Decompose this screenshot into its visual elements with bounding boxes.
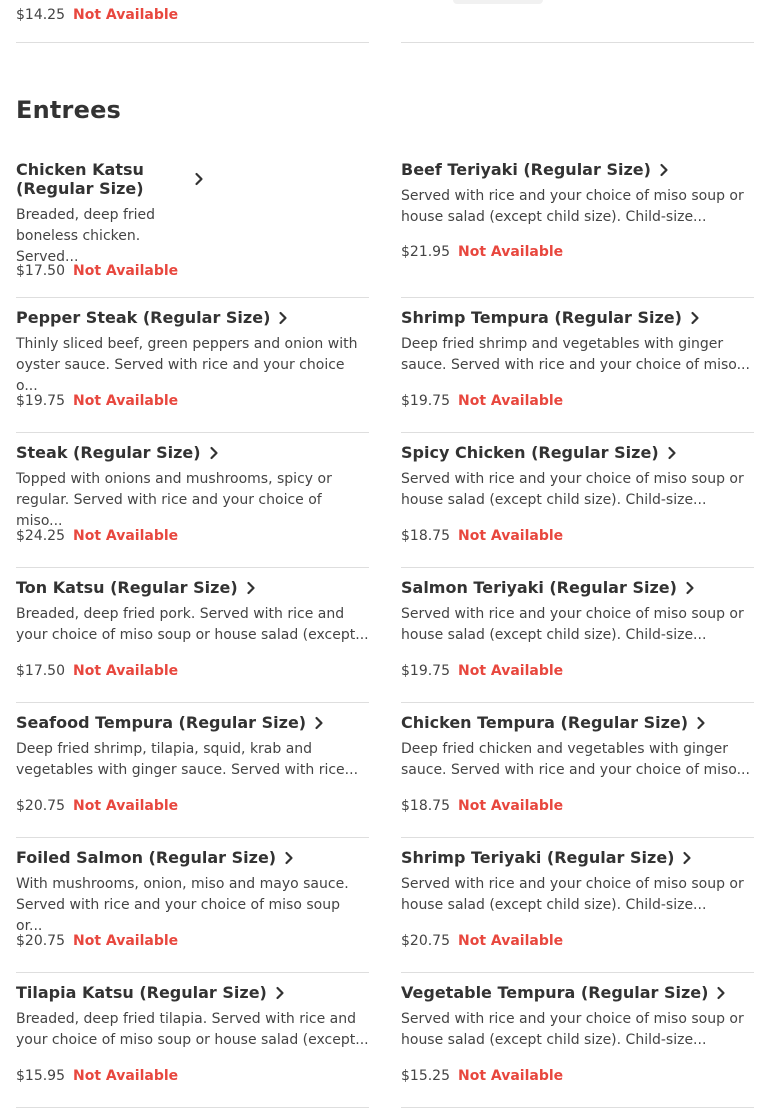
item-title: Shrimp Teriyaki (Regular Size) — [401, 848, 675, 867]
item-price: $19.75 — [401, 393, 450, 409]
chevron-right-icon — [207, 446, 221, 460]
item-title: Steak (Regular Size) — [16, 443, 201, 462]
availability-status: Not Available — [458, 933, 564, 949]
item-price: $18.75 — [401, 528, 450, 544]
availability-status: Not Available — [458, 1068, 564, 1084]
menu-item-card[interactable] — [401, 298, 754, 433]
item-title: Vegetable Tempura (Regular Size) — [401, 983, 709, 1002]
menu-item-card[interactable] — [16, 298, 369, 433]
availability-status: Not Available — [73, 798, 179, 814]
availability-status: Not Available — [73, 263, 179, 279]
menu-row — [16, 150, 754, 298]
item-description: Breaded, deep fried pork. Served with rice and your choice of miso soup or house salad (except... — [16, 606, 369, 643]
menu-item-card[interactable] — [16, 703, 369, 838]
price-line — [16, 933, 178, 949]
item-description: Served with rice and your choice of miso soup or house salad (except child size). Child-size... — [401, 606, 744, 643]
menu-item-card[interactable] — [401, 568, 754, 703]
price-line — [401, 1068, 563, 1084]
item-title: Beef Teriyaki (Regular Size) — [401, 160, 651, 179]
item-description: Topped with onions and mushrooms, spicy or regular. Served with rice and your choice of miso... — [16, 471, 332, 529]
item-title: Pepper Steak (Regular Size) — [16, 308, 271, 327]
previous-section-tail — [0, 0, 770, 43]
price-line — [401, 798, 563, 814]
item-description: Served with rice and your choice of miso soup or house salad (except child size). Child-size... — [401, 471, 744, 508]
item-title: Chicken Katsu (Regular Size) — [16, 160, 144, 198]
price-line — [16, 663, 178, 679]
item-title: Chicken Tempura (Regular Size) — [401, 713, 689, 732]
item-title: Spicy Chicken (Regular Size) — [401, 443, 659, 462]
availability-status: Not Available — [73, 663, 179, 679]
item-title: Foiled Salmon (Regular Size) — [16, 848, 277, 867]
price-line — [16, 7, 178, 23]
item-price: $21.95 — [401, 244, 450, 260]
item-price: $14.25 — [16, 7, 65, 23]
item-description: Deep fried shrimp, tilapia, squid, krab and vegetables with ginger sauce. Served with rice... — [16, 741, 359, 778]
section-title: Entrees — [16, 96, 122, 124]
chevron-right-icon — [273, 986, 287, 1000]
item-title: Seafood Tempura (Regular Size) — [16, 713, 307, 732]
availability-status: Not Available — [73, 933, 179, 949]
chevron-right-icon — [683, 581, 697, 595]
item-description: Served with rice and your choice of miso soup or house salad (except child size). Child-size... — [401, 876, 744, 913]
chevron-right-icon — [312, 716, 326, 730]
item-price: $15.25 — [401, 1068, 450, 1084]
menu-item-card[interactable] — [16, 838, 369, 973]
menu-item-card[interactable] — [401, 838, 754, 973]
price-line — [16, 1068, 178, 1084]
chevron-right-icon — [244, 581, 258, 595]
menu-row — [16, 838, 754, 973]
price-line — [401, 244, 563, 260]
price-line — [401, 933, 563, 949]
menu-item-card[interactable] — [16, 973, 369, 1108]
price-line — [16, 798, 178, 814]
chevron-right-icon — [282, 851, 296, 865]
item-price: $17.50 — [16, 663, 65, 679]
availability-status: Not Available — [73, 7, 179, 23]
menu-row — [16, 298, 754, 433]
availability-status: Not Available — [458, 798, 564, 814]
chevron-right-icon — [694, 716, 708, 730]
item-description: Breaded, deep fried tilapia. Served with rice and your choice of miso soup or house salad (except... — [16, 1011, 369, 1048]
menu-row — [16, 703, 754, 838]
price-line — [16, 393, 178, 409]
item-description: Deep fried chicken and vegetables with ginger sauce. Served with rice and your choice of miso... — [401, 741, 750, 778]
menu-row — [16, 973, 754, 1108]
item-price: $20.75 — [401, 933, 450, 949]
chevron-right-icon — [657, 163, 671, 177]
item-description: Served with rice and your choice of miso soup or house salad (except child size). Child-size... — [401, 1011, 744, 1048]
availability-status: Not Available — [458, 244, 564, 260]
item-price: $19.75 — [16, 393, 65, 409]
item-description: With mushrooms, onion, miso and mayo sauce. Served with rice and your choice of miso soup or... — [16, 876, 349, 934]
item-price: $18.75 — [401, 798, 450, 814]
cropped-content — [453, 0, 543, 4]
price-line — [16, 263, 178, 279]
menu-item-card[interactable] — [401, 973, 754, 1108]
availability-status: Not Available — [73, 1068, 179, 1084]
item-price: $19.75 — [401, 663, 450, 679]
chevron-right-icon — [665, 446, 679, 460]
menu-item-card[interactable] — [16, 568, 369, 703]
chevron-right-icon — [688, 311, 702, 325]
chevron-right-icon — [276, 311, 290, 325]
availability-status: Not Available — [458, 393, 564, 409]
menu-item-card[interactable] — [401, 150, 754, 298]
chevron-right-icon — [680, 851, 694, 865]
item-title: Salmon Teriyaki (Regular Size) — [401, 578, 677, 597]
item-description: Deep fried shrimp and vegetables with ginger sauce. Served with rice and your choice of miso... — [401, 336, 750, 373]
availability-status: Not Available — [458, 663, 564, 679]
item-price: $17.50 — [16, 263, 65, 279]
menu-row — [16, 433, 754, 568]
chevron-right-icon — [192, 172, 206, 186]
item-title: Tilapia Katsu (Regular Size) — [16, 983, 267, 1002]
item-description: Thinly sliced beef, green peppers and onion with oyster sauce. Served with rice and your choice o... — [16, 336, 358, 394]
menu-item-card[interactable] — [401, 433, 754, 568]
availability-status: Not Available — [73, 528, 179, 544]
item-title: Shrimp Tempura (Regular Size) — [401, 308, 682, 327]
item-price: $24.25 — [16, 528, 65, 544]
price-line — [401, 663, 563, 679]
availability-status: Not Available — [73, 393, 179, 409]
menu-item-card[interactable] — [16, 150, 369, 298]
item-description: Breaded, deep fried boneless chicken. Served... — [16, 207, 156, 265]
menu-row — [16, 568, 754, 703]
menu-item-card[interactable] — [401, 0, 754, 43]
menu-item-card[interactable] — [401, 703, 754, 838]
menu-item-card[interactable] — [16, 0, 369, 43]
item-price: $20.75 — [16, 933, 65, 949]
price-line — [401, 528, 563, 544]
availability-status: Not Available — [458, 528, 564, 544]
item-title: Ton Katsu (Regular Size) — [16, 578, 238, 597]
item-price: $20.75 — [16, 798, 65, 814]
menu-items-grid — [16, 150, 754, 1108]
price-line — [401, 393, 563, 409]
price-line — [16, 528, 178, 544]
menu-item-card[interactable] — [16, 433, 369, 568]
chevron-right-icon — [714, 986, 728, 1000]
item-description: Served with rice and your choice of miso soup or house salad (except child size). Child-size... — [401, 188, 744, 225]
item-price: $15.95 — [16, 1068, 65, 1084]
